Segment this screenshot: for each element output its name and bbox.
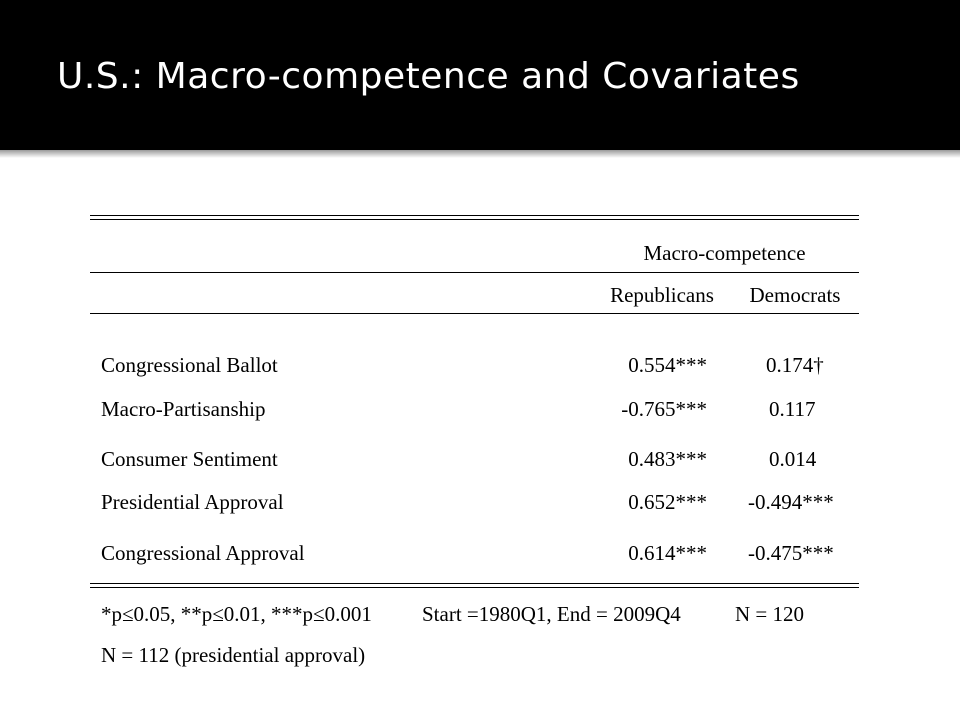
- slide-title: U.S.: Macro-competence and Covariates: [57, 56, 800, 97]
- row-label: Congressional Approval: [101, 541, 305, 565]
- democrats-value: -0.475***: [748, 541, 834, 565]
- row-label: Consumer Sentiment: [101, 447, 278, 471]
- presidential-sample-note: N = 112 (presidential approval): [101, 643, 366, 667]
- democrats-value: 0.014: [769, 447, 817, 471]
- table-top-rule-2: [90, 219, 859, 220]
- republicans-value: 0.652***: [628, 490, 707, 514]
- group-header: Macro-competence: [643, 241, 806, 265]
- republicans-value: 0.614***: [628, 541, 707, 565]
- column-header-democrats: Democrats: [749, 283, 841, 307]
- column-header-rule: [90, 313, 859, 314]
- row-label: Congressional Ballot: [101, 353, 278, 377]
- group-header-rule: [90, 272, 859, 273]
- significance-note: *p≤0.05, **p≤0.01, ***p≤0.001: [101, 602, 372, 626]
- democrats-value: 0.174†: [766, 353, 824, 377]
- table-bottom-rule-2: [90, 587, 859, 588]
- column-header-republicans: Republicans: [610, 283, 714, 307]
- row-label: Macro-Partisanship: [101, 397, 266, 421]
- democrats-value: -0.494***: [748, 490, 834, 514]
- row-label: Presidential Approval: [101, 490, 284, 514]
- republicans-value: 0.483***: [628, 447, 707, 471]
- republicans-value: -0.765***: [621, 397, 707, 421]
- period-note: Start =1980Q1, End = 2009Q4: [422, 602, 681, 626]
- sample-size-note: N = 120: [735, 602, 805, 626]
- republicans-value: 0.554***: [628, 353, 707, 377]
- table-bottom-rule-1: [90, 583, 859, 584]
- democrats-value: 0.117: [769, 397, 816, 421]
- table-top-rule-1: [90, 215, 859, 216]
